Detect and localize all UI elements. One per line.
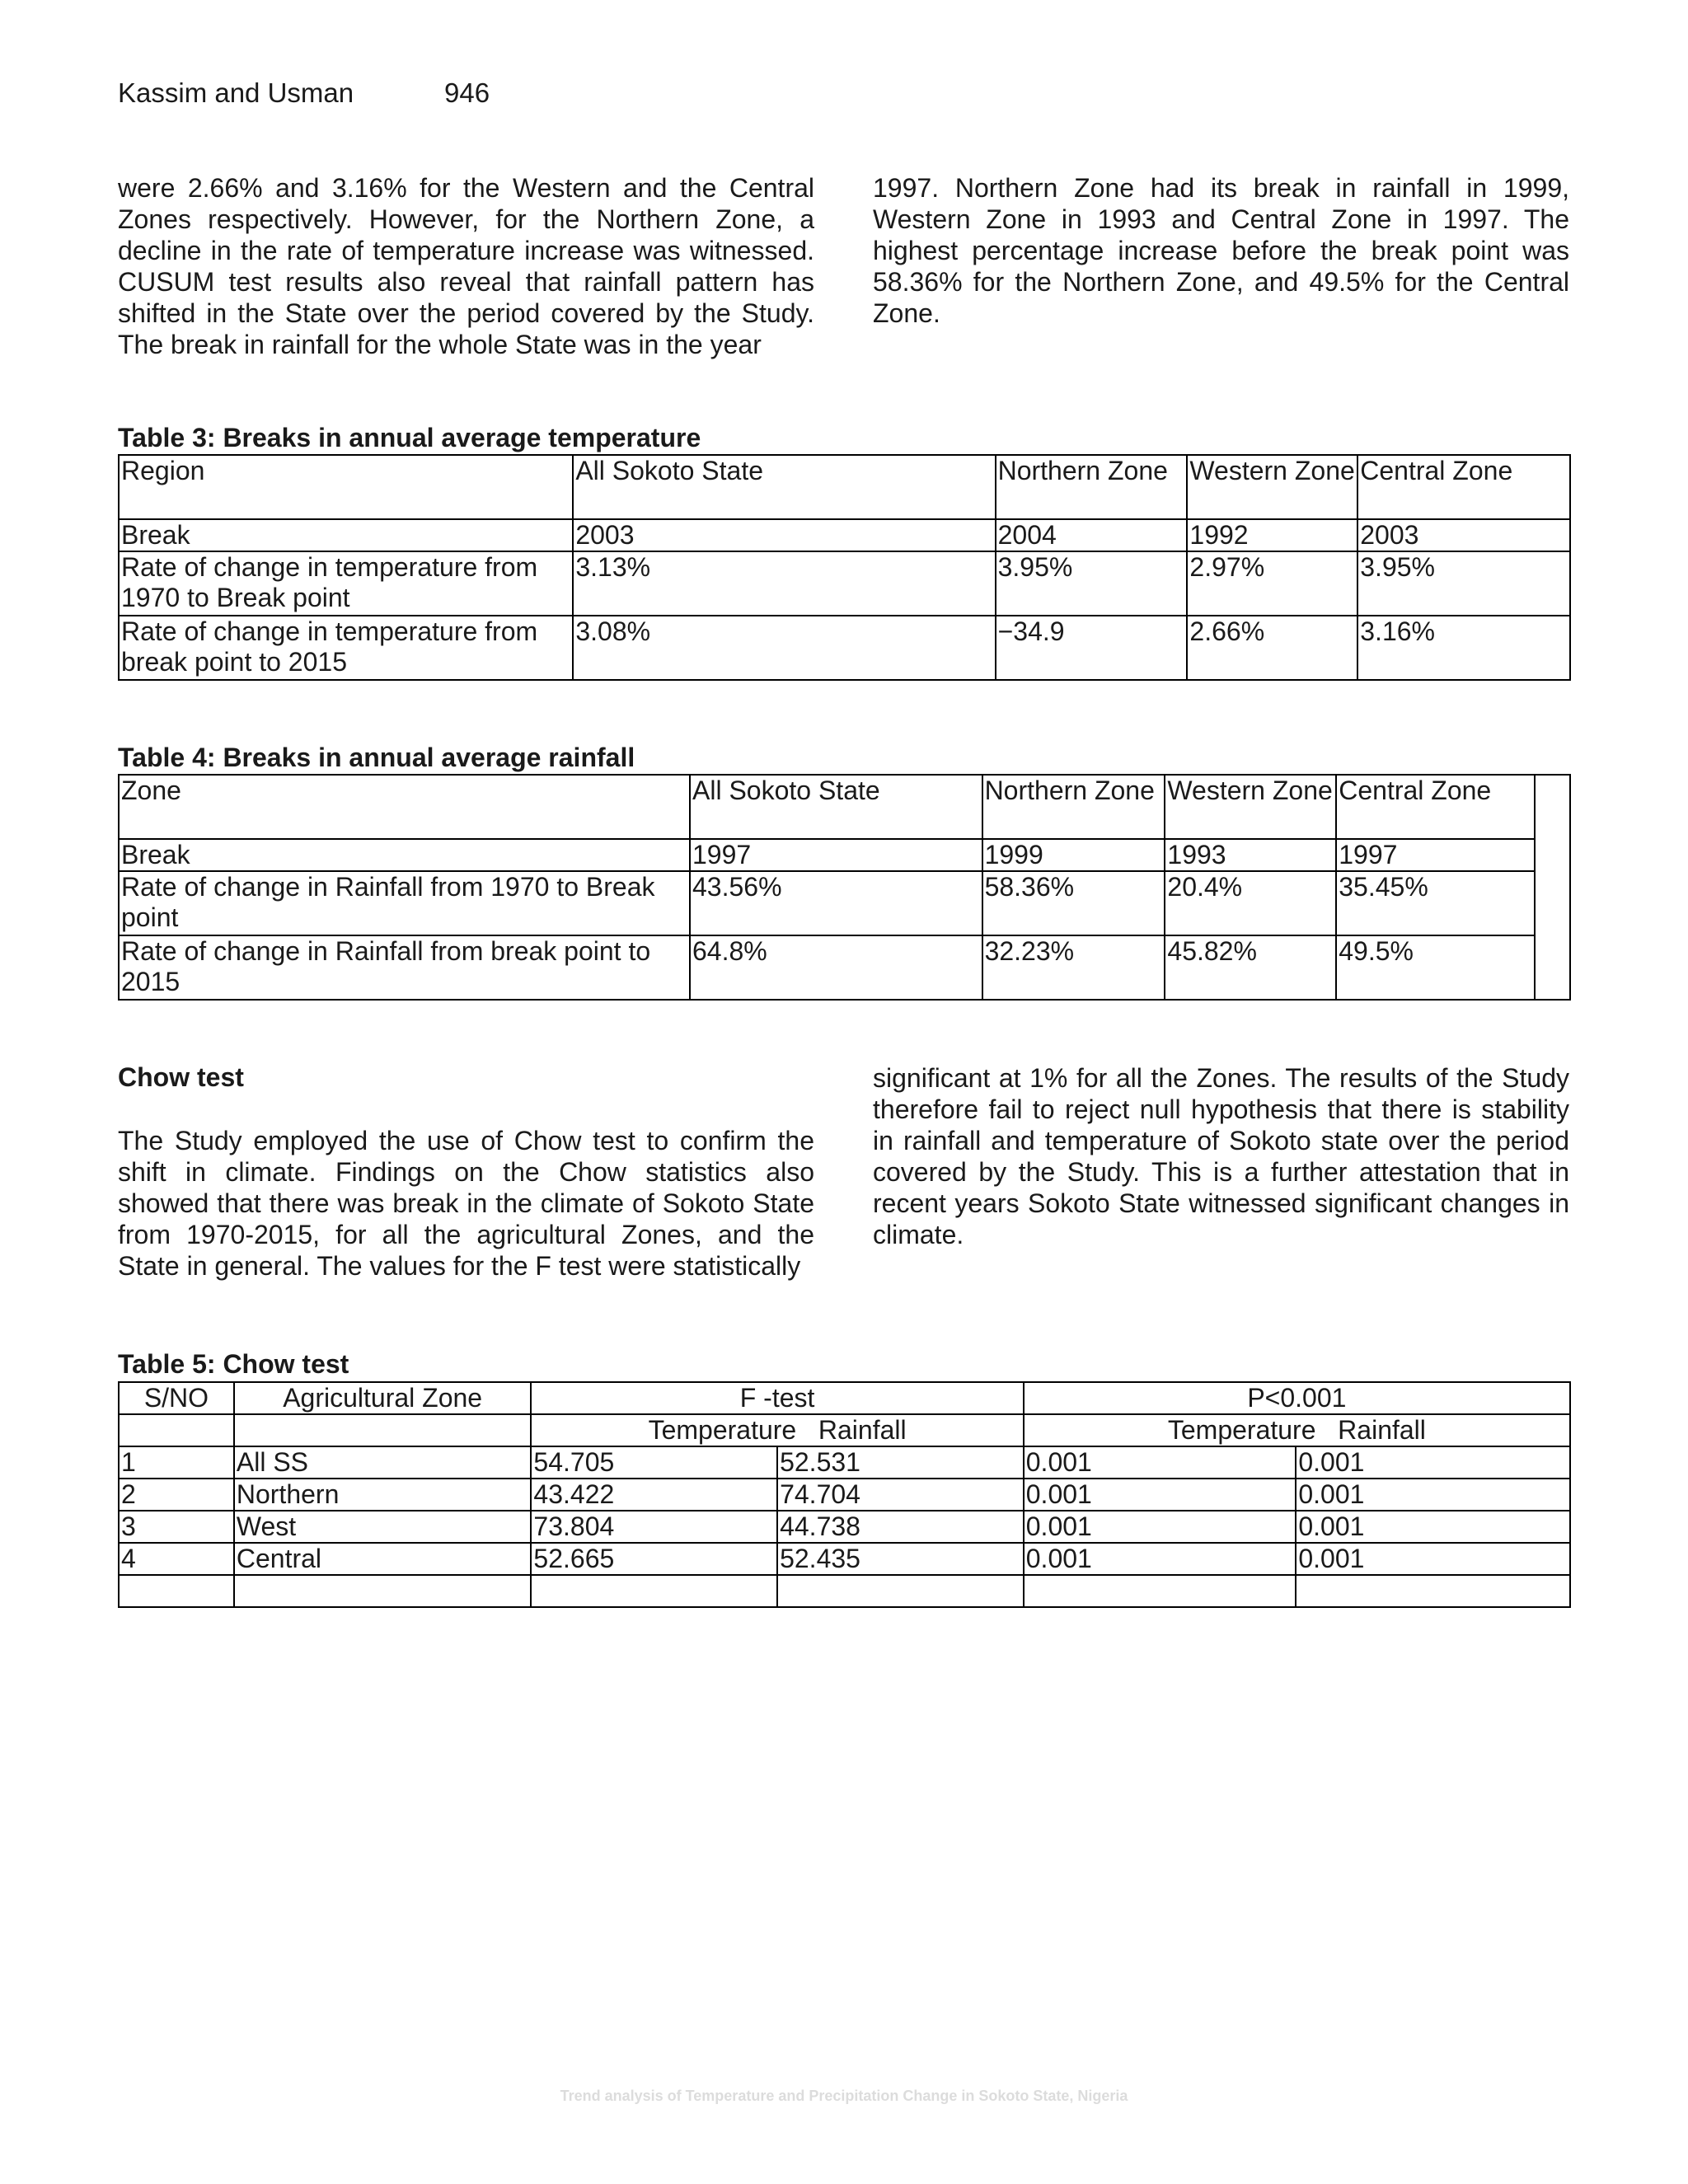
- chow-right-column: [873, 1062, 1569, 1250]
- table-cell: 3.13%: [573, 551, 995, 616]
- table-cell: 58.36%: [982, 871, 1165, 935]
- table-row: [119, 1543, 1570, 1575]
- table-cell: 2: [119, 1479, 234, 1511]
- running-header-authors: Kassim and Usman: [118, 77, 354, 108]
- table-cell: Break: [119, 519, 573, 551]
- table-cell: 3: [119, 1511, 234, 1543]
- table-cell: 73.804: [531, 1511, 777, 1543]
- table5-caption: Table 5: Chow test: [118, 1349, 349, 1379]
- table-cell: 52.665: [531, 1543, 777, 1575]
- table-cell: 2003: [1357, 519, 1570, 551]
- table-cell: 1999: [982, 839, 1165, 871]
- intro-left-column: [118, 172, 814, 360]
- table-cell: 74.704: [777, 1479, 1024, 1511]
- table-cell: 0.001: [1296, 1511, 1570, 1543]
- table-cell: 4: [119, 1543, 234, 1575]
- table-cell: 3.16%: [1357, 616, 1570, 680]
- table-header-cell: All Sokoto State: [690, 775, 982, 839]
- table-header-row: [119, 775, 1570, 839]
- table-cell: [1296, 1575, 1570, 1607]
- chow-right-paragraph: significant at 1% for all the Zones. The results of the Study therefore fail to reject null hypothesis that there is stability in rainfall and temperature of Sokoto state over the period covered by the Study. This is a further attestation that in recent years Sokoto State witnessed significant changes in climate.: [873, 1063, 1569, 1249]
- table3: [118, 454, 1571, 681]
- table-cell: All SS: [234, 1446, 532, 1479]
- table-cell: 3.95%: [1357, 551, 1570, 616]
- table-empty-row: [119, 1575, 1570, 1607]
- table-cell: 35.45%: [1336, 871, 1535, 935]
- table-cell: 52.531: [777, 1446, 1024, 1479]
- table-cell: 2.66%: [1187, 616, 1357, 680]
- table-cell: 2003: [573, 519, 995, 551]
- table-subheader-row: [119, 1414, 1570, 1446]
- table-cell: 3.95%: [996, 551, 1188, 616]
- table-cell: 2.97%: [1187, 551, 1357, 616]
- table-cell: Break: [119, 839, 690, 871]
- table-row: [119, 1479, 1570, 1511]
- table-row: [119, 871, 1570, 935]
- table-subheader-cell: Temperature Rainfall: [1024, 1414, 1570, 1446]
- table-row: [119, 935, 1570, 1000]
- table-cell: −34.9: [996, 616, 1188, 680]
- table-header-cell: F -test: [531, 1382, 1023, 1414]
- table-header-cell: P<0.001: [1024, 1382, 1570, 1414]
- table-cell: 20.4%: [1165, 871, 1336, 935]
- table-cell: Northern: [234, 1479, 532, 1511]
- table-subheader-cell: Temperature Rainfall: [531, 1414, 1023, 1446]
- table-cell: 0.001: [1024, 1511, 1296, 1543]
- table-cell: 0.001: [1024, 1446, 1296, 1479]
- table-row: [119, 616, 1570, 680]
- table-cell: 1997: [690, 839, 982, 871]
- table4: [118, 774, 1571, 1001]
- intro-right-paragraph: 1997. Northern Zone had its break in rainfall in 1999, Western Zone in 1993 and Central Zone in 1997. The highest percentage increase before the break point was 58.36% for the Northern Zone, and 49.5% for the Central Zone.: [873, 173, 1569, 328]
- table-cell: Central: [234, 1543, 532, 1575]
- table-row: [119, 1511, 1570, 1543]
- table-cell: [119, 1575, 234, 1607]
- table-cell: Rate of change in temperature from 1970 to Break point: [119, 551, 573, 616]
- table3-caption: Table 3: Breaks in annual average temperature: [118, 423, 701, 452]
- table-cell: West: [234, 1511, 532, 1543]
- table-header-row: [119, 1382, 1570, 1414]
- table-header-cell: Zone: [119, 775, 690, 839]
- table-cell: 0.001: [1296, 1543, 1570, 1575]
- table-cell: 54.705: [531, 1446, 777, 1479]
- table-cell: [777, 1575, 1024, 1607]
- table-cell: 1997: [1336, 839, 1535, 871]
- table-cell: 0.001: [1024, 1479, 1296, 1511]
- table-header-cell: Northern Zone: [996, 455, 1188, 519]
- table-cell: 32.23%: [982, 935, 1165, 1000]
- table-cell: 1993: [1165, 839, 1336, 871]
- table4-caption: Table 4: Breaks in annual average rainfall: [118, 743, 635, 772]
- table-cell: 2004: [996, 519, 1188, 551]
- chow-left-paragraph: The Study employed the use of Chow test to confirm the shift in climate. Findings on the Chow statistics also showed that there was break in the climate of Sokoto State from 1970-2015, for all the agricultural Zones, and the State in general. The values for the F test were statistically: [118, 1126, 814, 1281]
- table-cell: 43.422: [531, 1479, 777, 1511]
- table-row: [119, 839, 1570, 871]
- table-cell: 0.001: [1024, 1543, 1296, 1575]
- table-cell: 0.001: [1296, 1479, 1570, 1511]
- table-header-row: [119, 455, 1570, 519]
- table-header-cell: Agricultural Zone: [234, 1382, 532, 1414]
- table-cell: [531, 1575, 777, 1607]
- page-number: 946: [444, 77, 490, 108]
- table-cell: Rate of change in temperature from break point to 2015: [119, 616, 573, 680]
- table-cell: [119, 1414, 234, 1446]
- table-cell: Rate of change in Rainfall from 1970 to Break point: [119, 871, 690, 935]
- table-row: [119, 1446, 1570, 1479]
- intro-left-paragraph: were 2.66% and 3.16% for the Western and the Central Zones respectively. However, for the Northern Zone, a decline in the rate of temperature increase was witnessed. CUSUM test results also reveal that rainfall pattern has shifted in the State over the period covered by the Study. The break in rainfall for the whole State was in the year: [118, 173, 814, 359]
- table-cell: 3.08%: [573, 616, 995, 680]
- table-cell: 0.001: [1296, 1446, 1570, 1479]
- table-header-cell: Region: [119, 455, 573, 519]
- table5: [118, 1381, 1571, 1608]
- table-cell: [234, 1414, 532, 1446]
- table-header-cell: Northern Zone: [982, 775, 1165, 839]
- table-cell: 43.56%: [690, 871, 982, 935]
- table-row: [119, 551, 1570, 616]
- table-header-cell: Central Zone: [1357, 455, 1570, 519]
- table-header-cell: All Sokoto State: [573, 455, 995, 519]
- table-header-cell: Western Zone: [1165, 775, 1336, 839]
- table-cell: 49.5%: [1336, 935, 1535, 1000]
- section-heading-chow-test: Chow test: [118, 1062, 244, 1092]
- chow-left-column: [118, 1125, 814, 1282]
- table-cell: [1024, 1575, 1296, 1607]
- table-cell: Rate of change in Rainfall from break point to 2015: [119, 935, 690, 1000]
- table-cell: 64.8%: [690, 935, 982, 1000]
- intro-right-column: [873, 172, 1569, 329]
- table-cell: 44.738: [777, 1511, 1024, 1543]
- table-empty-column: [1535, 775, 1570, 1000]
- table-header-cell: Central Zone: [1336, 775, 1535, 839]
- running-footer: Trend analysis of Temperature and Precipitation Change in Sokoto State, Nigeria: [560, 2088, 1128, 2104]
- table-header-cell: S/NO: [119, 1382, 234, 1414]
- table-cell: 1992: [1187, 519, 1357, 551]
- table-cell: 1: [119, 1446, 234, 1479]
- table-cell: [234, 1575, 532, 1607]
- table-cell: 45.82%: [1165, 935, 1336, 1000]
- table-row: [119, 519, 1570, 551]
- table-cell: 52.435: [777, 1543, 1024, 1575]
- table-header-cell: Western Zone: [1187, 455, 1357, 519]
